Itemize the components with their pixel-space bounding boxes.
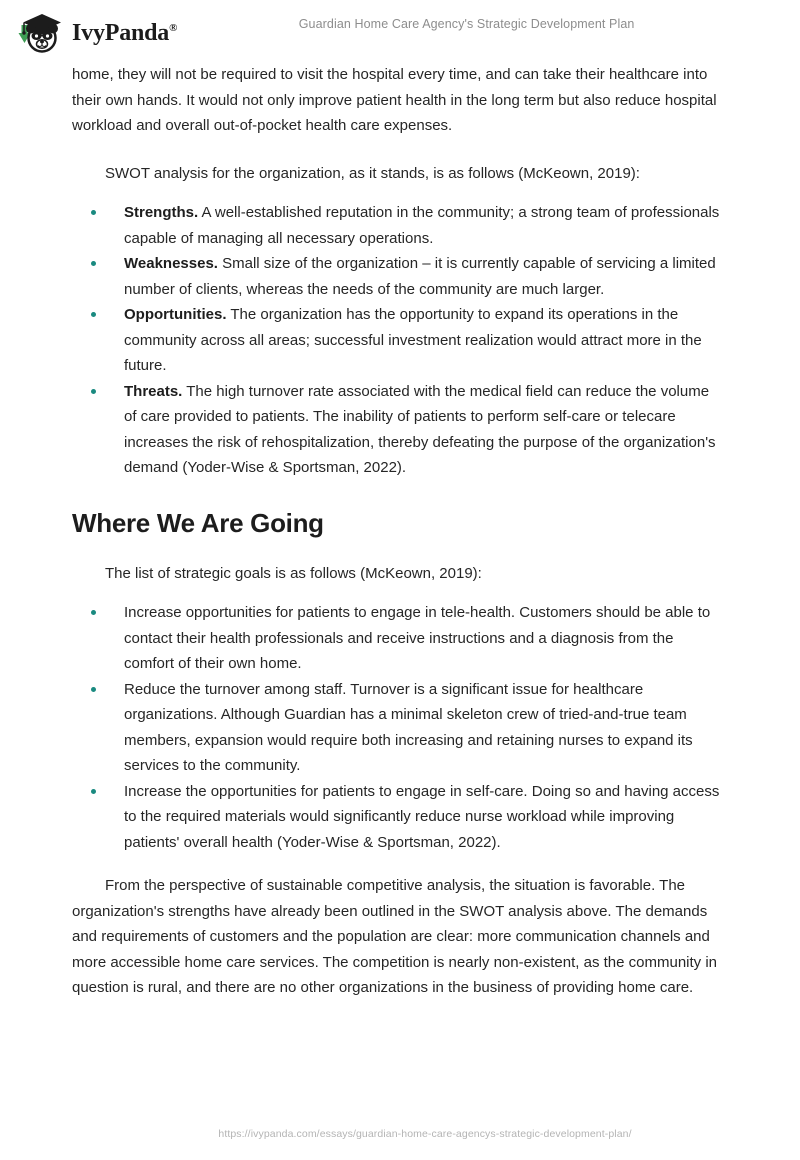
- list-item-text: Small size of the organization – it is currently capable of servicing a limited number of clients, whereas the needs of the community are much larger.: [124, 255, 716, 298]
- list-item: [72, 302, 725, 379]
- list-item-label: Opportunities.: [124, 306, 227, 323]
- paragraph-continued: home, they will not be required to visit the hospital every time, and can take their healthcare into their own hands. It would not only improve patient health in the long term but also reduce hospital workload and overall out-of-pocket health care expenses.: [72, 66, 717, 134]
- list-item: [72, 251, 725, 302]
- spacer: [72, 586, 725, 600]
- spacer: [72, 186, 725, 200]
- list-item-text: The organization has the opportunity to expand its operations in the community across all areas; successful investment realization would attract more in the future.: [124, 306, 702, 374]
- list-item-label: Strengths.: [124, 204, 199, 221]
- panda-graduation-cap-icon: [14, 10, 66, 56]
- goals-intro-paragraph: The list of strategic goals is as follows (McKeown, 2019):: [105, 564, 482, 582]
- brand-wordmark: [72, 21, 177, 45]
- list-item-label: Threats.: [124, 382, 183, 400]
- brand-logo-group[interactable]: [14, 10, 177, 56]
- list-item-label: Weaknesses.: [124, 255, 218, 272]
- source-url-link[interactable]: https://ivypanda.com/essays/guardian-home-care-agencys-strategic-development-plan/: [218, 1128, 632, 1140]
- spacer: [72, 855, 725, 873]
- document-body: [0, 62, 800, 1001]
- list-item: Reduce the turnover among staff. Turnover is a significant issue for healthcare organizations. Although Guardian has a minimal skeleton crew of tried-and-true team members, expansion would require both increasing and retaining nurses to expand its services to the community.: [72, 677, 725, 779]
- spacer: [72, 539, 725, 561]
- brand-name-text: IvyPanda: [72, 20, 170, 46]
- section-heading: Where We Are Going: [72, 507, 324, 538]
- swot-intro-paragraph: SWOT analysis for the organization, as it stands, is as follows (McKeown, 2019):: [105, 164, 640, 182]
- list-item: Increase opportunities for patients to engage in tele-health. Customers should be able to contact their health professionals and receive instructions and a diagnosis from the comfort of their own home.: [72, 600, 725, 677]
- list-item: [72, 200, 725, 251]
- list-item: Increase the opportunities for patients to engage in self-care. Doing so and having access to the required materials would significantly reduce nurse workload while improving patients' overall health (Yoder-Wise & Sportsman, 2022).: [72, 779, 725, 856]
- closing-paragraph: From the perspective of sustainable competitive analysis, the situation is favorable. The organization's strengths have already been outlined in the SWOT analysis above. The demands and requirements of customers and the population are clear: more communication channels and more accessible home care services. The competition is nearly non-existent, as the community in question is rural, and there are no other organizations in the business of providing home care.: [72, 877, 718, 996]
- page-footer: [0, 1124, 800, 1142]
- spacer: [72, 139, 725, 161]
- list-item-text: The high turnover rate associated with the medical field can reduce the volume of care provided to patients. The inability of patients to perform self-care or telecare increases the risk of rehospitalization, thereby defeating the purpose of the organization's demand (Yoder-Wise & Sportsman, 2022).: [124, 382, 716, 476]
- swot-list: [72, 200, 725, 481]
- page-header: [0, 0, 800, 62]
- document-title: Guardian Home Care Agency's Strategic Development Plan: [298, 17, 635, 31]
- spacer: [72, 481, 725, 507]
- strategic-goals-list: [72, 600, 725, 855]
- list-item-text: A well-established reputation in the community; a strong team of professionals capable of managing all necessary operations.: [124, 204, 720, 247]
- registered-mark: ®: [169, 22, 178, 34]
- list-item: [72, 379, 725, 481]
